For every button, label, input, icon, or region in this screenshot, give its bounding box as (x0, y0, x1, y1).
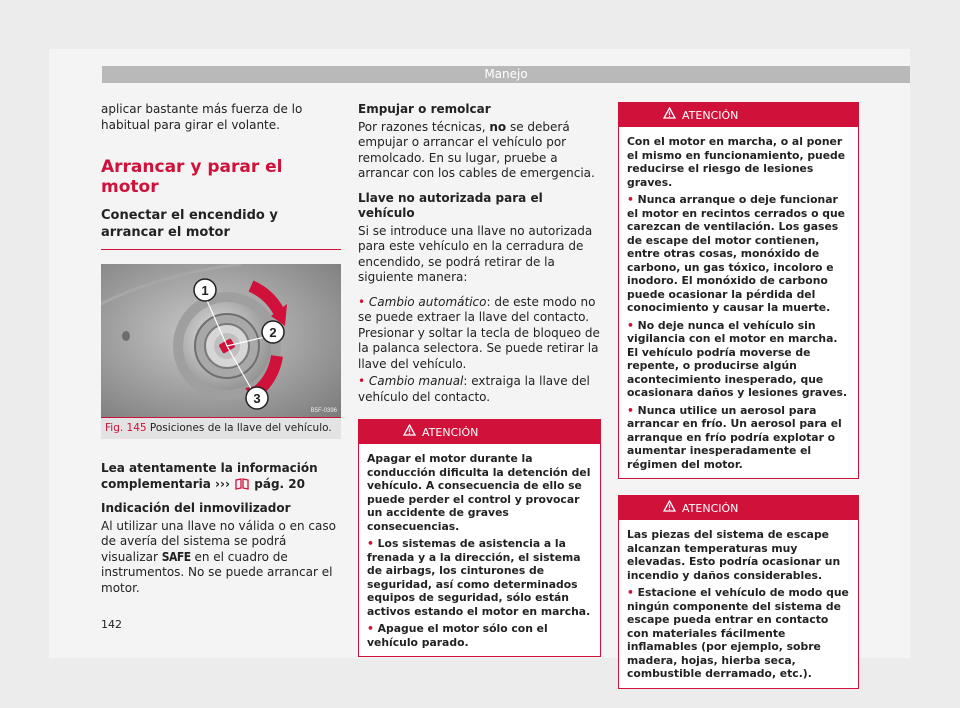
column-left (101, 102, 341, 605)
section-header: Manejo (102, 66, 910, 83)
warning-body: Las piezas del sistema de escape alcanzan temperaturas muy elevadas. Esto podría ocasionar un incendio y daños considerables. • Estacione el vehículo de modo que ningún componente del sistema de escape pueda entrar en contacto con materiales fácilmente inflamables (por ejemplo, sobre madera, hojas, hierba seca, combustible derramado, etc.). (627, 528, 849, 680)
column-right (618, 102, 859, 689)
warning-box-running-engine (618, 102, 859, 479)
warning-header: ATENCIÓN (619, 496, 858, 520)
svg-text:1: 1 (201, 283, 209, 298)
warning-header: ATENCIÓN (359, 420, 600, 444)
subsection-title: Conectar el encendido y arrancar el motor (101, 207, 341, 250)
cross-ref-arrow[interactable]: ››› (215, 476, 230, 491)
bullet-automatic: • Cambio automático: de este modo no se puede extraer la llave del contacto. Presionar y soltar la tecla de bloqueo de la palanca selectora. Se puede retirar la llave del vehículo. (358, 294, 600, 371)
read-note: Lea atentamente la información complementaria ››› pág. 20 (101, 461, 318, 491)
push-heading: Empujar o remolcar (358, 102, 491, 116)
warning-box-exhaust (618, 495, 859, 689)
manual-page (49, 49, 910, 680)
warning-triangle-icon (403, 424, 416, 436)
figure-caption-text: Posiciones de la llave del vehículo. (149, 422, 332, 434)
safe-symbol: SAFE (161, 549, 191, 564)
svg-text:2: 2 (269, 325, 277, 340)
warning-body: Con el motor en marcha, o al poner el mismo en funcionamiento, puede reducirse el riesgo de lesiones graves. • Nunca arranque o deje funcionar el motor en recintos cerrados o que carezcan de ventilación. Los gases de escape del motor contienen, entre otras cosas, monóxido de carbono, un gas tóxico, incoloro e inodoro. El monóxido de carbono puede ocasionar la pérdida del conocimiento y causar la muerte. • No deje nunca el vehículo sin vigilancia con el motor en marcha. El vehículo podría moverse de repente, o producirse algún acontecimiento inesperado, que ocasionara daños y lesiones graves. • Nunca utilice un aerosol para arrancar en frío. Un aerosol para el arranque en frío podría explotar o aumentar inesperadamente el régimen del motor. (627, 135, 848, 471)
figure-145 (101, 264, 341, 439)
bullet-manual: • Cambio manual: extraiga la llave del vehículo del contacto. (358, 374, 590, 404)
warning-triangle-icon (663, 107, 676, 119)
figure-caption (101, 417, 341, 439)
warning-box-engine-off (358, 419, 601, 657)
book-link-icon[interactable] (234, 477, 250, 491)
unauthorized-key-heading: Llave no autorizada para el vehículo (358, 190, 543, 220)
warning-body: Apagar el motor durante la conducción dificulta la detención del vehículo. A consecuencia de ello se puede perder el control y provocar un accidente de graves consecuencias. • Los sistemas de asistencia a la frenada y a la dirección, el sistema de airbags, los cinturones de seguridad, así como determinados equipos de seguridad, sólo están activos estando el motor en marcha. • Apague el motor sólo con el vehículo parado. (367, 452, 591, 649)
figure-label: Fig. 145 (105, 422, 147, 434)
intro-text: aplicar bastante más fuerza de lo habitual para girar el volante. (101, 102, 303, 132)
figure-code: B5F-0396 (310, 408, 337, 414)
push-text: Por razones técnicas, no se deberá empujar o arrancar el vehículo por remolcado. En su lugar, pruebe a arrancar con los cables de emergencia. (358, 119, 595, 180)
cross-ref-page[interactable]: pág. 20 (254, 476, 305, 491)
immobilizer-text: Al utilizar una llave no válida o en caso de avería del sistema se podrá visualizar SAFE en el cuadro de instrumentos. No se puede arrancar el motor. (101, 518, 336, 595)
unauthorized-key-text: Si se introduce una llave no autorizada para este vehículo en la cerradura de encendido, se podrá retirar de la siguiente manera: (358, 223, 593, 284)
ignition-key-figure (101, 264, 341, 417)
page-number: 142 (101, 618, 122, 631)
immobilizer-heading: Indicación del inmovilizador (101, 501, 291, 515)
screw-hole (122, 331, 130, 341)
column-middle (358, 102, 601, 657)
warning-header: ATENCIÓN (619, 103, 858, 127)
section-title: Arrancar y parar el motor (101, 157, 283, 197)
svg-text:3: 3 (253, 391, 261, 406)
warning-triangle-icon (663, 500, 676, 512)
